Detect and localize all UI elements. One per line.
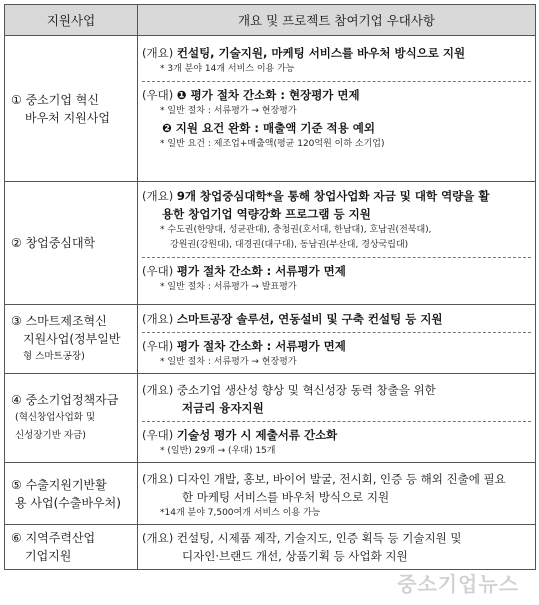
program-name: 형 스마트공장) bbox=[23, 351, 85, 362]
program-name: ② 창업중심대학 bbox=[11, 236, 96, 250]
program-cell bbox=[5, 182, 138, 305]
table-row bbox=[5, 525, 536, 570]
overview-text: 컨설팅, 시제품 제작, 기술지도, 인증 획득 등 기술지원 및 bbox=[176, 531, 462, 545]
detail-cell bbox=[138, 525, 536, 570]
overview-text: 용한 창업기업 역량강화 프로그램 등 지원 bbox=[162, 207, 371, 221]
preference-text: 평가 절차 간소화 : 서류평가 면제 bbox=[176, 264, 346, 278]
preference-tag: (우대) bbox=[142, 264, 174, 278]
divider bbox=[142, 257, 531, 258]
table-row bbox=[5, 374, 536, 463]
header-detail: 개요 및 프로젝트 참여기업 우대사항 bbox=[138, 5, 536, 36]
table-row bbox=[5, 36, 536, 182]
table-row bbox=[5, 463, 536, 525]
overview-note: * 수도권(한양대, 성균관대), 충청권(호서대, 한남대), 호남권(전북대), bbox=[160, 225, 432, 235]
detail-cell bbox=[138, 374, 536, 463]
overview-tag: (개요) bbox=[142, 531, 174, 545]
program-name: 지원사업(정부일반 bbox=[23, 332, 121, 346]
program-name: ⑤ 수출지원기반활 bbox=[11, 477, 107, 492]
preference-text: 기술성 평가 시 제출서류 간소화 bbox=[176, 428, 338, 442]
table-row bbox=[5, 305, 536, 374]
divider bbox=[142, 332, 531, 333]
watermark: 중소기업뉴스 bbox=[397, 572, 519, 596]
divider bbox=[142, 81, 531, 82]
program-cell bbox=[5, 36, 138, 182]
table-row bbox=[5, 182, 536, 305]
program-cell bbox=[5, 525, 138, 570]
preference-note: * 일반 요건 : 제조업+매출액(평균 120억원 이하 소기업) bbox=[160, 139, 385, 149]
detail-cell bbox=[138, 305, 536, 374]
preference-tag: (우대) bbox=[142, 428, 174, 442]
detail-cell bbox=[138, 36, 536, 182]
overview-note: 강원권(강원대), 대경권(대구대), 동남권(부산대, 경상국립대) bbox=[170, 240, 409, 250]
preference-note: * 일반 절차 : 서류평가 → 현장평가 bbox=[160, 106, 297, 116]
program-name: ④ 중소기업정책자금 bbox=[11, 393, 119, 407]
overview-tag: (개요) bbox=[142, 46, 174, 60]
preference-text: ❶ 평가 절차 간소화 : 현장평가 면제 bbox=[176, 88, 360, 102]
detail-cell bbox=[138, 182, 536, 305]
program-name: 기업지원 bbox=[25, 549, 72, 563]
preference-note: * 일반 절차 : 서류평가 → 발표평가 bbox=[160, 282, 297, 292]
detail-cell bbox=[138, 463, 536, 525]
overview-tag: (개요) bbox=[142, 189, 174, 203]
program-name: 바우처 지원사업 bbox=[25, 110, 110, 125]
overview-note: *14개 분야 7,500여개 서비스 이용 가능 bbox=[160, 508, 321, 518]
overview-note: * 3개 분야 14개 서비스 이용 가능 bbox=[160, 64, 295, 74]
program-name: 신성장기반 자금) bbox=[15, 430, 86, 441]
overview-tag: (개요) bbox=[142, 312, 174, 326]
overview-text: 컨설팅, 기술지원, 마케팅 서비스를 바우처 방식으로 지원 bbox=[176, 46, 466, 60]
header-program: 지원사업 bbox=[5, 5, 138, 36]
overview-text: 스마트공장 솔루션, 연동설비 및 구축 컨설팅 등 지원 bbox=[176, 312, 443, 326]
preference-tag: (우대) bbox=[142, 88, 174, 102]
overview-tag: (개요) bbox=[142, 472, 174, 486]
program-name: (혁신창업사업화 및 bbox=[15, 412, 96, 423]
overview-text: 저금리 융자지원 bbox=[182, 401, 264, 415]
program-cell bbox=[5, 374, 138, 463]
overview-text: 9개 창업중심대학*을 통해 창업사업화 자금 및 대학 역량을 활 bbox=[176, 189, 490, 203]
program-name: ① 중소기업 혁신 bbox=[11, 92, 99, 107]
table-header-row bbox=[5, 5, 536, 36]
program-cell bbox=[5, 305, 138, 374]
overview-text: 디자인 개발, 홍보, 바이어 발굴, 전시회, 인증 등 해외 진출에 필요 bbox=[176, 472, 506, 486]
program-name: ⑥ 지역주력산업 bbox=[11, 531, 96, 545]
support-program-table bbox=[4, 4, 536, 570]
program-name: ③ 스마트제조혁신 bbox=[11, 314, 107, 328]
program-cell bbox=[5, 463, 138, 525]
preference-text: ❷ 지원 요건 완화 : 매출액 기준 적용 예외 bbox=[162, 121, 375, 135]
overview-text: 중소기업 생산성 향상 및 혁신성장 동력 창출을 위한 bbox=[176, 383, 436, 397]
preference-note: * (일반) 29개 → (우대) 15개 bbox=[160, 446, 276, 456]
divider bbox=[142, 421, 531, 422]
overview-tag: (개요) bbox=[142, 383, 174, 397]
overview-text: 한 마케팅 서비스를 바우처 방식으로 지원 bbox=[182, 490, 390, 504]
overview-text: 디자인·브랜드 개선, 상품기획 등 사업화 지원 bbox=[182, 549, 408, 563]
preference-note: * 일반 절차 : 서류평가 → 현장평가 bbox=[160, 357, 297, 367]
preference-text: 평가 절차 간소화 : 서류평가 면제 bbox=[176, 339, 346, 353]
program-name: 용 사업(수출바우처) bbox=[15, 495, 121, 510]
preference-tag: (우대) bbox=[142, 339, 174, 353]
